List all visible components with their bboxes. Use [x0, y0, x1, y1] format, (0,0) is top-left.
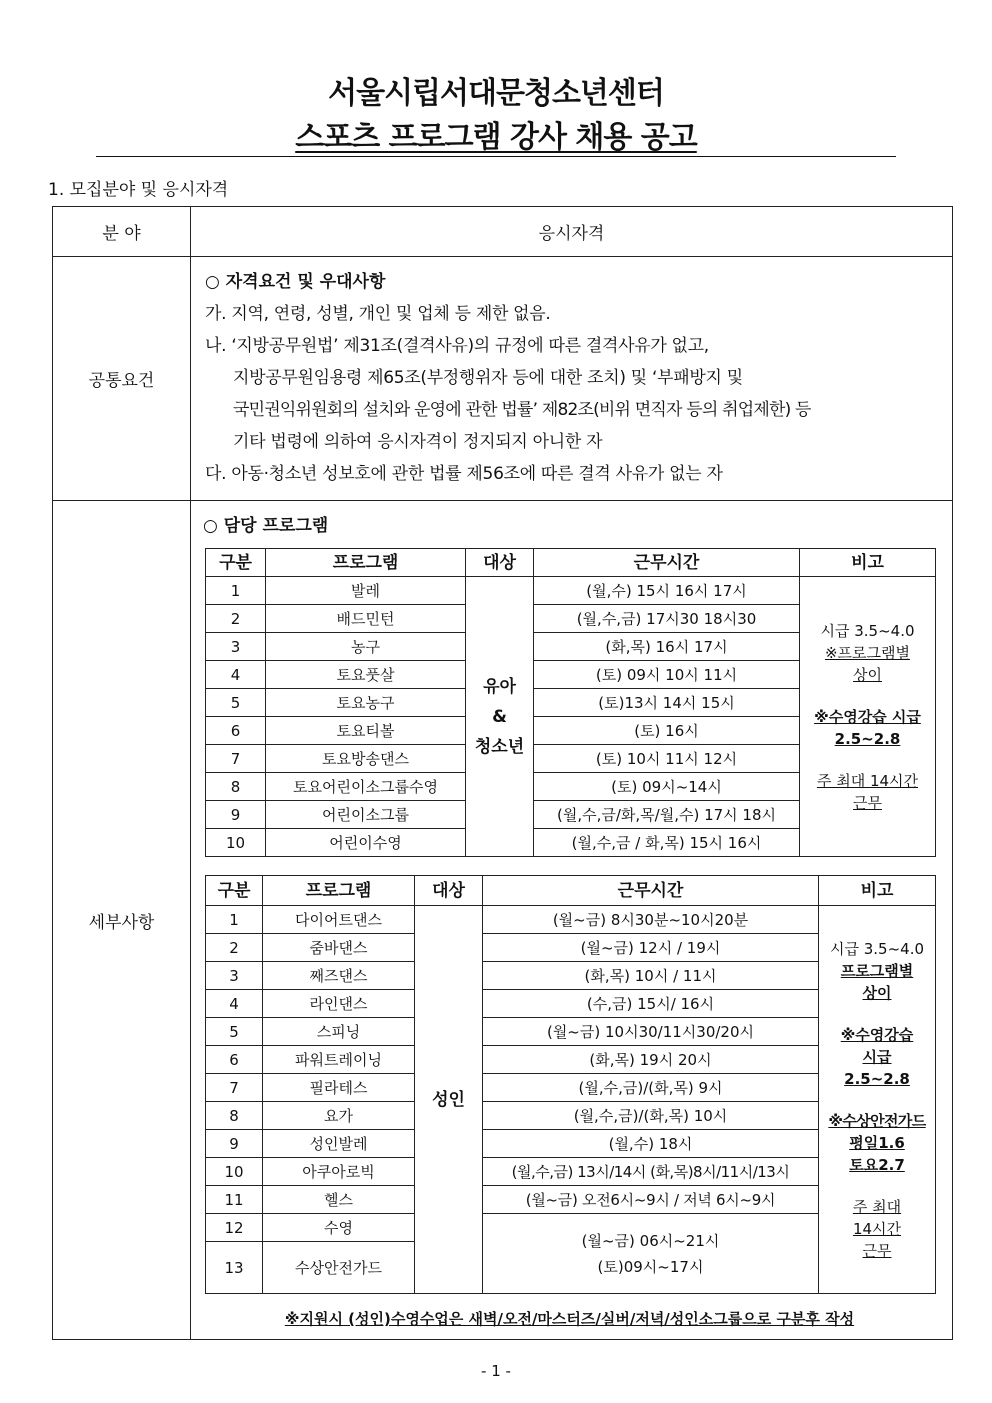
youth-note: [800, 577, 936, 857]
adult-target: 성인: [415, 906, 483, 1294]
youth-note-diff: ※프로그램별: [824, 643, 911, 662]
row-program: 수영: [263, 1214, 415, 1242]
row-program: 요가: [263, 1102, 415, 1130]
row-hours: (토) 09시 10시 11시: [534, 661, 800, 689]
requirement-b1: 나. ‘지방공무원법’ 제31조(결격사유)의 규정에 따른 결격사유가 없고,: [205, 336, 709, 356]
table-row: [206, 577, 936, 605]
youth-target-line2: &: [492, 706, 507, 727]
requirement-b2: 지방공무원임용령 제65조(부정행위자 등에 대한 조치) 및 ‘부패방지 및: [233, 368, 743, 388]
row-hours: (월,수) 15시 16시 17시: [534, 577, 800, 605]
row-no: 13: [206, 1242, 263, 1294]
row-no: 8: [206, 773, 266, 801]
row-program: 토요방송댄스: [266, 745, 466, 773]
youth-note-swim: ※수영강습 시급: [814, 707, 921, 726]
header-no: 구분: [206, 876, 263, 906]
row-program: 배드민턴: [266, 605, 466, 633]
row-program: 토요농구: [266, 689, 466, 717]
title-block: [0, 72, 992, 160]
youth-note-max: 주 최대 14시간: [816, 771, 919, 790]
detail-content: [191, 501, 953, 1340]
row-program: 헬스: [263, 1186, 415, 1214]
row-hours: (화,목) 10시 / 11시: [483, 962, 819, 990]
recruitment-table: [52, 206, 953, 1340]
row-program: 필라테스: [263, 1074, 415, 1102]
row-no: 10: [206, 829, 266, 857]
row-program: 수상안전가드: [263, 1242, 415, 1294]
adult-program-table: [205, 875, 936, 1294]
row-no: 6: [206, 1046, 263, 1074]
header-hours: 근무시간: [534, 549, 800, 577]
row-hours: (월,수,금)/(화,목) 9시: [483, 1074, 819, 1102]
page-title: 서울시립서대문청소년센터: [328, 76, 664, 111]
row-program: 토요어린이소그룹수영: [266, 773, 466, 801]
row-program: 파워트레이닝: [263, 1046, 415, 1074]
adult-note-pay: 시급 3.5~4.0: [829, 939, 925, 958]
row-hours: (화,목) 16시 17시: [534, 633, 800, 661]
row-program: 발레: [266, 577, 466, 605]
column-header-field: 분 야: [53, 207, 191, 257]
shared-hours: [483, 1214, 819, 1294]
row-hours: (수,금) 15시/ 16시: [483, 990, 819, 1018]
adult-note-max2: 14시간: [852, 1219, 902, 1238]
row-no: 2: [206, 934, 263, 962]
youth-note-swim-pay: 2.5~2.8: [834, 729, 901, 748]
row-hours: (월,수,금)/(화,목) 10시: [483, 1102, 819, 1130]
field-common: 공통요건: [53, 257, 191, 501]
page-subtitle: 스포츠 프로그램 강사 채용 공고: [295, 120, 697, 155]
row-program: 라인댄스: [263, 990, 415, 1018]
row-no: 4: [206, 661, 266, 689]
row-hours: (토) 10시 11시 12시: [534, 745, 800, 773]
row-no: 10: [206, 1158, 263, 1186]
row-program: 토요풋살: [266, 661, 466, 689]
common-requirements-row: [53, 257, 953, 501]
header-note: 비고: [819, 876, 936, 906]
adult-note-swim2: 시급: [862, 1047, 892, 1066]
adult-note-max3: 근무: [862, 1241, 892, 1260]
adult-note-max: 주 최대: [852, 1197, 902, 1216]
row-hours: (토) 09시~14시: [534, 773, 800, 801]
requirements-subtitle: ○ 자격요건 및 우대사항: [205, 272, 386, 292]
row-program: 스피닝: [263, 1018, 415, 1046]
row-hours: (월,수,금) 17시30 18시30: [534, 605, 800, 633]
row-no: 8: [206, 1102, 263, 1130]
adult-note-weekday: 평일1.6: [849, 1133, 905, 1152]
requirement-a: 가. 지역, 연령, 성별, 개인 및 업체 등 제한 없음.: [205, 304, 551, 324]
row-no: 12: [206, 1214, 263, 1242]
adult-note: [819, 906, 936, 1294]
row-program: 어린이소그룹: [266, 801, 466, 829]
row-no: 7: [206, 745, 266, 773]
row-hours: (월,수,금) 13시/14시 (화,목)8시/11시/13시: [483, 1158, 819, 1186]
table-row: [206, 906, 936, 934]
row-program: 성인발레: [263, 1130, 415, 1158]
row-program: 어린이수영: [266, 829, 466, 857]
adult-note-swim-pay: 2.5~2.8: [844, 1069, 910, 1088]
row-hours: (월,수,금/화,목/월,수) 17시 18시: [534, 801, 800, 829]
youth-target: [466, 577, 534, 857]
row-program: 농구: [266, 633, 466, 661]
youth-note-pay: 시급 3.5~4.0: [820, 621, 915, 640]
youth-target-line1: 유아: [483, 676, 516, 697]
row-no: 9: [206, 1130, 263, 1158]
requirement-b4: 기타 법령에 의하여 응시자격이 정지되지 아니한 자: [233, 432, 603, 452]
row-hours: (월~금) 오전6시~9시 / 저녁 6시~9시: [483, 1186, 819, 1214]
youth-program-table: [205, 548, 936, 857]
adult-note-sat: 토요2.7: [849, 1155, 905, 1174]
adult-note-diff2: 상이: [862, 983, 892, 1002]
common-requirements: [191, 257, 953, 501]
row-no: 7: [206, 1074, 263, 1102]
youth-note-diff2: 상이: [853, 665, 882, 684]
programs-subtitle: ○ 담당 프로그램: [203, 516, 329, 536]
row-hours: (월~금) 8시30분~10시20분: [483, 906, 819, 934]
row-hours: (월~금) 12시 / 19시: [483, 934, 819, 962]
header-program: 프로그램: [266, 549, 466, 577]
title-divider: [96, 156, 896, 157]
header-no: 구분: [206, 549, 266, 577]
row-program: 줌바댄스: [263, 934, 415, 962]
requirement-b3: 국민권익위원회의 설치와 운영에 관한 법률’ 제82조(비위 면직자 등의 취업제한) 등: [233, 400, 811, 420]
row-no: 2: [206, 605, 266, 633]
row-no: 1: [206, 906, 263, 934]
adult-note-guard: ※수상안전가드: [828, 1111, 926, 1130]
header-program: 프로그램: [263, 876, 415, 906]
row-hours: (월~금) 10시30/11시30/20시: [483, 1018, 819, 1046]
row-no: 3: [206, 962, 263, 990]
adult-note-swim: ※수영강습: [840, 1025, 914, 1044]
youth-target-line3: 청소년: [474, 736, 525, 757]
row-hours: (월,수) 18시: [483, 1130, 819, 1158]
row-no: 3: [206, 633, 266, 661]
header-target: 대상: [466, 549, 534, 577]
row-hours: (월,수,금 / 화,목) 15시 16시: [534, 829, 800, 857]
header-hours: 근무시간: [483, 876, 819, 906]
row-no: 5: [206, 689, 266, 717]
row-program: 토요티볼: [266, 717, 466, 745]
field-detail: 세부사항: [53, 501, 191, 1340]
row-hours: (화,목) 19시 20시: [483, 1046, 819, 1074]
row-no: 6: [206, 717, 266, 745]
page-number: - 1 -: [481, 1362, 511, 1380]
requirement-c: 다. 아동·청소년 성보호에 관한 법률 제56조에 따른 결격 사유가 없는 자: [205, 464, 723, 484]
row-hours: (토) 16시: [534, 717, 800, 745]
row-no: 1: [206, 577, 266, 605]
row-no: 9: [206, 801, 266, 829]
adult-note-diff: 프로그램별: [840, 961, 914, 980]
row-no: 11: [206, 1186, 263, 1214]
shared-hours-line1: (월~금) 06시~21시: [581, 1231, 720, 1250]
row-hours: (토)13시 14시 15시: [534, 689, 800, 717]
header-target: 대상: [415, 876, 483, 906]
row-program: 째즈댄스: [263, 962, 415, 990]
row-no: 5: [206, 1018, 263, 1046]
row-program: 다이어트댄스: [263, 906, 415, 934]
shared-hours-line2: (토)09시~17시: [597, 1257, 704, 1276]
youth-note-max2: 근무: [853, 793, 882, 812]
detail-row: [53, 501, 953, 1340]
swim-footnote: ※지원시 (성인)수영수업은 새벽/오전/마스터즈/실버/저녁/성인소그룹으로 구분후 작성: [284, 1310, 855, 1328]
row-program: 아쿠아로빅: [263, 1158, 415, 1186]
row-no: 4: [206, 990, 263, 1018]
header-note: 비고: [800, 549, 936, 577]
column-header-qualification: 응시자격: [191, 207, 953, 257]
section-heading: 1. 모집분야 및 응시자격: [48, 180, 229, 200]
